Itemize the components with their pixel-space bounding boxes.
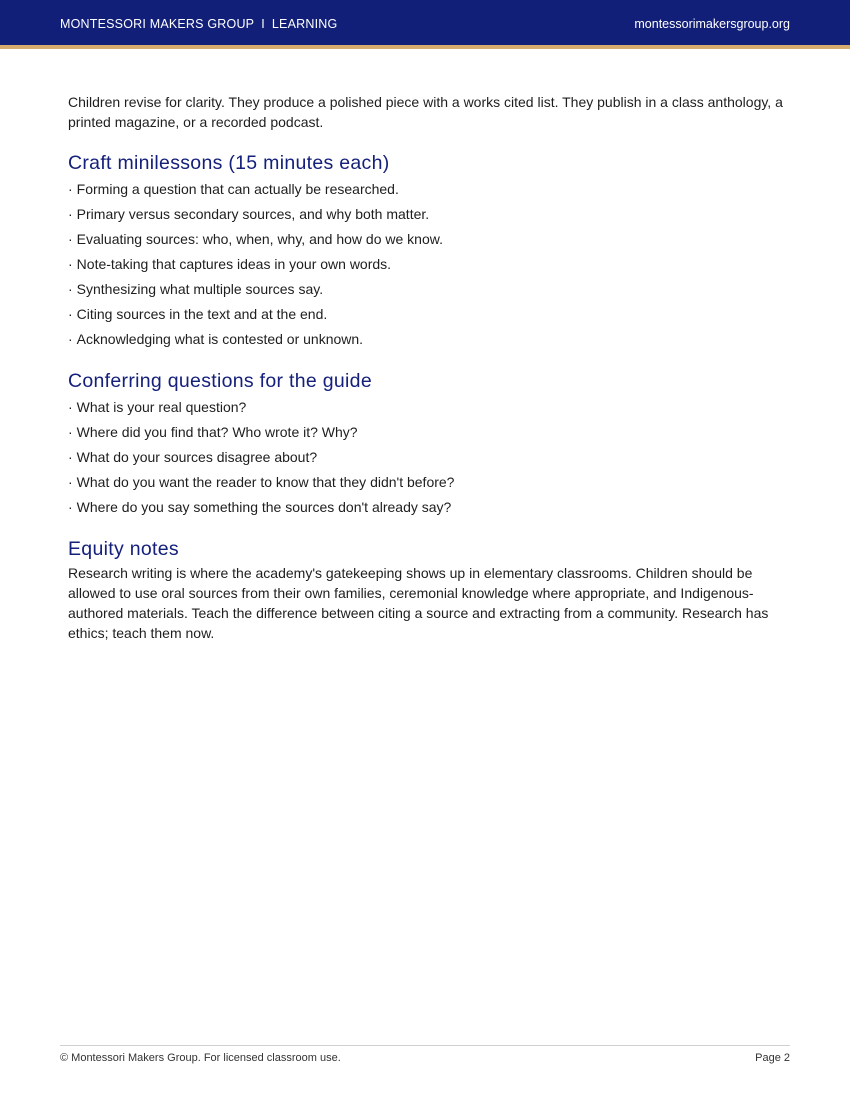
list-item [68, 445, 788, 470]
bullet-glyph: · [68, 449, 73, 465]
bullet-glyph: · [68, 206, 73, 222]
equity-heading: Equity notes [68, 538, 179, 560]
craft-list [68, 177, 788, 352]
list-item-text: What is your real question? [76, 399, 247, 415]
list-item [68, 495, 788, 520]
footer-copyright: © Montessori Makers Group. For licensed classroom use. [60, 1052, 341, 1064]
list-item-text: Primary versus secondary sources, and why both matter. [76, 206, 430, 222]
header-org: MONTESSORI MAKERS GROUP [60, 17, 255, 31]
equity-section [68, 537, 788, 643]
conferring-section [68, 369, 788, 520]
list-item [68, 420, 788, 445]
page-header [0, 0, 850, 49]
craft-section [68, 151, 788, 352]
bullet-glyph: · [68, 331, 73, 347]
list-item-text: Where did you find that? Who wrote it? Why? [76, 424, 358, 440]
header-website: montessorimakersgroup.org [634, 17, 790, 31]
header-org-section [60, 17, 337, 31]
bullet-glyph: · [68, 474, 73, 490]
bullet-glyph: · [68, 399, 73, 415]
equity-paragraph: Research writing is where the academy's gatekeeping shows up in elementary classrooms. Children should be allowed to use oral sources from their own families, ceremonial knowledge where appropriate, and Indigenous-authored materials. Teach the difference between citing a source and extracting from a community. Research has ethics; teach them now. [68, 565, 769, 641]
list-item-text: What do you want the reader to know that they didn't before? [76, 474, 455, 490]
bullet-glyph: · [68, 306, 73, 322]
conferring-list [68, 395, 788, 520]
list-item-text: Synthesizing what multiple sources say. [76, 281, 324, 297]
list-item-text: Evaluating sources: who, when, why, and how do we know. [76, 231, 443, 247]
list-item-text: Note-taking that captures ideas in your own words. [76, 256, 392, 272]
header-section: LEARNING [271, 17, 338, 31]
footer-page-number: Page 2 [755, 1052, 790, 1064]
list-item-text: What do your sources disagree about? [76, 449, 318, 465]
craft-heading: Craft minilessons (15 minutes each) [68, 152, 390, 174]
list-item [68, 227, 788, 252]
bullet-glyph: · [68, 499, 73, 515]
intro-paragraph: Children revise for clarity. They produce a polished piece with a works cited list. They publish in a class anthology, a printed magazine, or a recorded podcast. [68, 94, 783, 130]
list-item-text: Acknowledging what is contested or unknown. [76, 331, 364, 347]
list-item [68, 302, 788, 327]
header-separator: I [261, 17, 265, 31]
list-item [68, 277, 788, 302]
footer-divider [60, 1045, 790, 1046]
list-item [68, 395, 788, 420]
list-item [68, 202, 788, 227]
list-item-text: Forming a question that can actually be researched. [76, 181, 399, 197]
list-item [68, 252, 788, 277]
list-item [68, 177, 788, 202]
bullet-glyph: · [68, 281, 73, 297]
list-item [68, 327, 788, 352]
page-content [68, 92, 788, 643]
bullet-glyph: · [68, 231, 73, 247]
conferring-heading: Conferring questions for the guide [68, 370, 372, 392]
bullet-glyph: · [68, 256, 73, 272]
list-item-text: Where do you say something the sources don't already say? [76, 499, 452, 515]
bullet-glyph: · [68, 181, 73, 197]
list-item [68, 470, 788, 495]
list-item-text: Citing sources in the text and at the end. [76, 306, 328, 322]
bullet-glyph: · [68, 424, 73, 440]
